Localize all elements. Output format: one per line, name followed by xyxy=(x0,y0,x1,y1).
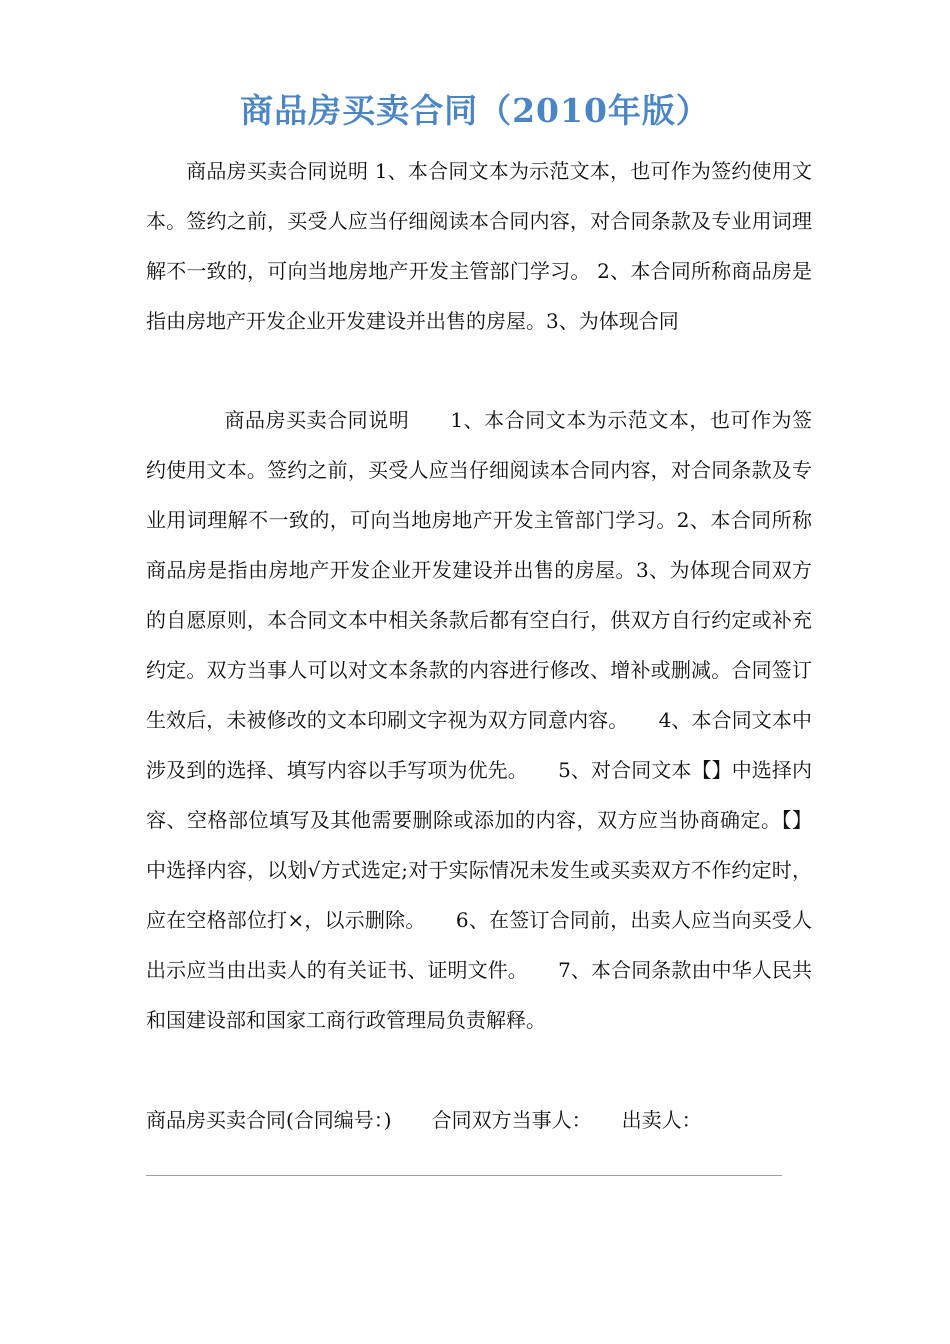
intro-paragraph-text: 商品房买卖合同说明 1、本合同文本为示范文本，也可作为签约使用文本。签约之前，买受人应当仔细阅读本合同内容，对合同条款及专业用词理解不一致的，可向当地房地产开发主管部门学习。 2、本合同所称商品房是指由房地产开发企业开发建设并出售的房屋。3、为体现合同 xyxy=(146,159,812,333)
document-title: 商品房买卖合同（2010年版） xyxy=(240,91,710,130)
intro-paragraph xyxy=(146,146,812,346)
page-divider-line xyxy=(146,1175,782,1176)
contract-instructions-text: 商品房买卖合同说明 1、本合同文本为示范文本，也可作为签约使用文本。签约之前，买受人应当仔细阅读本合同内容，对合同条款及专业用词理解不一致的，可向当地房地产开发主管部门学习。2、本合同所称商品房是指由房地产开发企业开发建设并出售的房屋。3、为体现合同双方的自愿原则，本合同文本中相关条款后都有空白行，供双方自行约定或补充约定。双方当事人可以对文本条款的内容进行修改、增补或删减。合同签订生效后，未被修改的文本印刷文字视为双方同意内容。 4、本合同文本中涉及到的选择、填写内容以手写项为优先。 5、对合同文本【】中选择内容、空格部位填写及其他需要删除或添加的内容，双方应当协商确定。【】中选择内容，以划√方式选定;对于实际情况未发生或买卖双方不作约定时，应在空格部位打×，以示删除。 6、在签订合同前，出卖人应当向买受人出示应当由出卖人的有关证书、证明文件。 7、本合同条款由中华人民共和国建设部和国家工商行政管理局负责解释。 xyxy=(146,408,812,1032)
contract-instructions-paragraph xyxy=(146,395,812,1045)
contract-header-line: 商品房买卖合同(合同编号：) 合同双方当事人： 出卖人： xyxy=(146,1108,702,1132)
